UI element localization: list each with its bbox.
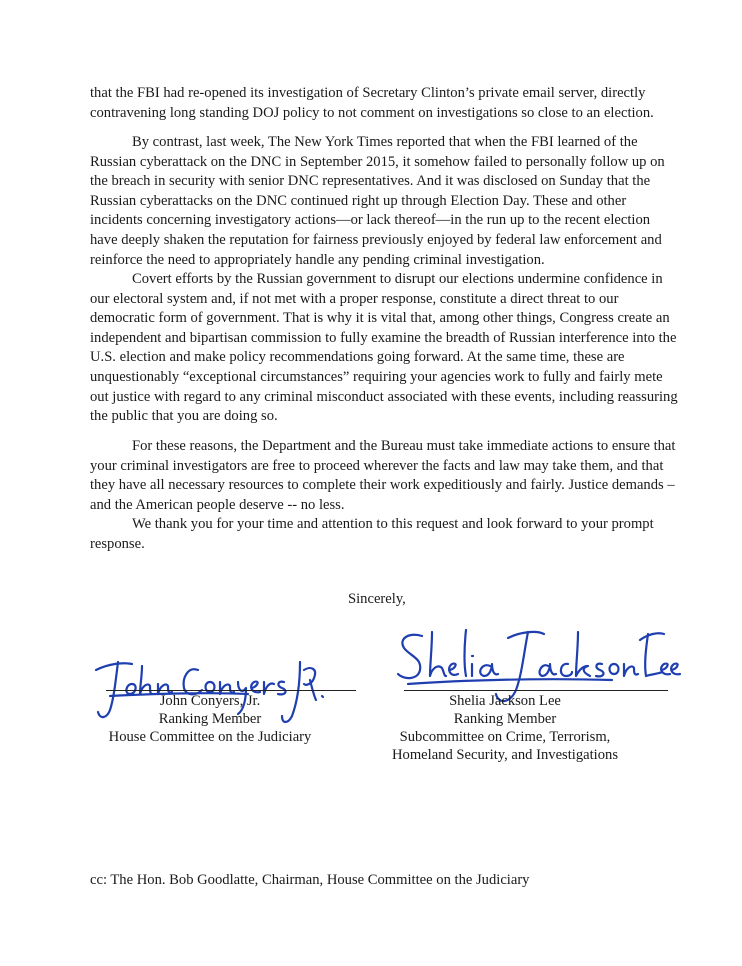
signature-line-conyers [106, 690, 356, 691]
cc-line: cc: The Hon. Bob Goodlatte, Chairman, House Committee on the Judiciary [90, 872, 530, 888]
signer-name: John Conyers, Jr. [159, 693, 261, 709]
signer-title: Ranking Member [158, 711, 262, 727]
signer-name: Shelia Jackson Lee [449, 693, 561, 709]
signer-org-line-1: Subcommittee on Crime, Terrorism, [399, 729, 611, 745]
paragraph-4: For these reasons, the Department and the Bureau must take immediate actions to ensure that your criminal investigators are free to proceed wherever the facts and law may take them, and that they have all necessary resources to complete their work expeditiously and fairly. Justice demands – and the American people deserve -- no less. [90, 438, 676, 513]
signer-block-conyers [100, 692, 320, 746]
signer-org-line-2: Homeland Security, and Investigations [391, 747, 619, 763]
signer-org: House Committee on the Judiciary [108, 729, 312, 745]
signer-title: Ranking Member [453, 711, 557, 727]
signer-block-jackson-lee [390, 692, 620, 764]
signature-line-jackson-lee [404, 690, 668, 691]
paragraph-2: By contrast, last week, The New York Times reported that when the FBI learned of the Russian cyberattack on the DNC in September 2015, it somehow failed to personally follow up on the breach in security with senior DNC representatives. And it was disclosed on Sunday that the Russian cyberattacks on the DNC continued right up through Election Day. These and other incidents concerning investigatory actions—or lack thereof—in the run up to the recent election have deeply shaken the reputation for fairness previously enjoyed by federal law enforcement and reinforce the need to appropriately handle any pending criminal investigation. [90, 134, 665, 268]
paragraph-3: Covert efforts by the Russian government to disrupt our elections undermine confidence in our electoral system and, if not met with a proper response, constitute a direct threat to our democratic form of government. That is why it is vital that, among other things, Congress create an independent and bipartisan commission to fully examine the breadth of Russian interference into the U.S. election and make policy recommendations going forward. At the same time, these are unquestionably “exceptional circumstances” requiring your agencies work to fully and fairly mete out justice with regard to any criminal misconduct associated with these events, including reassuring the public that you are doing so. [90, 271, 678, 425]
paragraph-1: that the FBI had re-opened its investigation of Secretary Clinton’s private email server, directly contravening long standing DOJ policy to not comment on investigations so close to an election. [90, 85, 654, 121]
paragraph-5: We thank you for your time and attention to this request and look forward to your prompt response. [90, 516, 654, 552]
closing-salutation: Sincerely, [348, 591, 406, 607]
